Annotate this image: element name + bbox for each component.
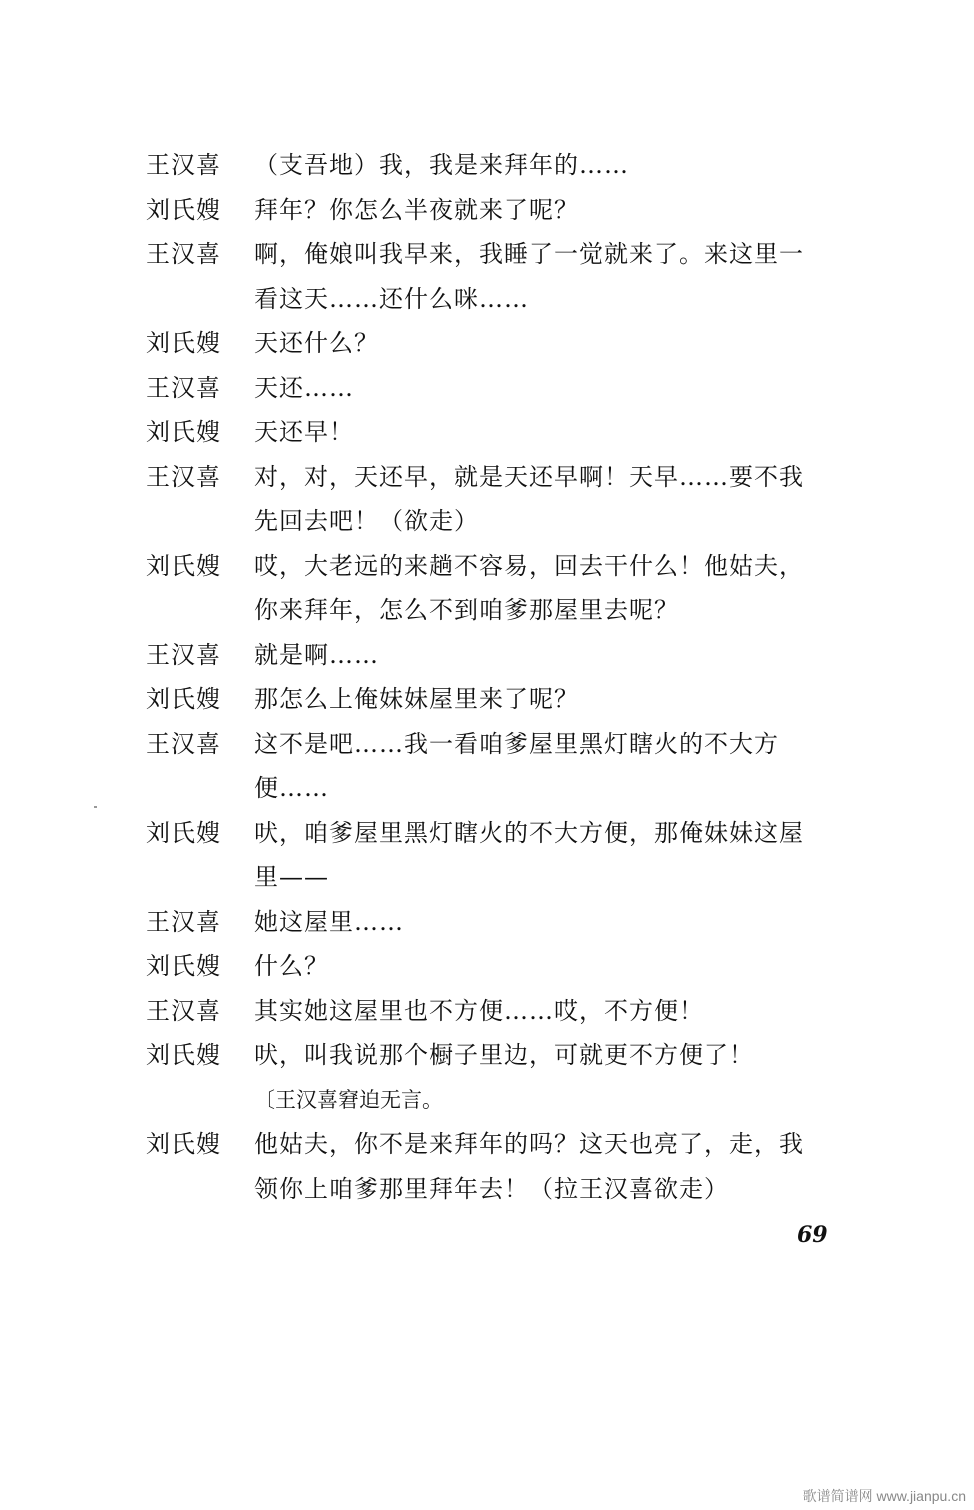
dialogue-line: 拜年？你怎么半夜就来了呢？ [254,195,579,224]
speaker-name: 刘氏嫂 [146,1130,221,1158]
dialogue-text [254,321,866,366]
dialogue-entry [146,944,866,989]
dialogue-line: （支吾地）我，我是来拜年的…… [254,151,629,179]
speaker-name: 王汉喜 [146,151,221,179]
dialogue-line: 就是啊…… [254,640,379,669]
dialogue-line: 先回去吧！（欲走） [254,507,479,535]
dialogue-text [254,232,866,321]
dialogue-line: 什么？ [254,952,329,980]
dialogue-text [254,1033,866,1078]
dialogue-entry [146,900,866,945]
dialogue-line: 啊，俺娘叫我早来，我睡了一觉就来了。来这里一 [254,240,804,268]
dialogue-line: 你来拜年，怎么不到咱爹那屋里去呢？ [254,596,679,624]
dialogue-entry [146,232,866,321]
speaker-name: 王汉喜 [146,373,221,402]
speaker-name: 王汉喜 [146,729,221,758]
dialogue-line: 便…… [254,774,329,802]
dialogue-text [254,410,866,455]
dialogue-text [254,544,866,633]
dialogue-entry [146,633,866,678]
dialogue-entry [146,410,866,455]
dialogue-entry [146,188,866,233]
speaker-name: 刘氏嫂 [146,551,221,580]
dialogue-line: 哎，大老远的来趟不容易，回去干什么！他姑夫， [254,551,804,580]
dialogue-entry [146,143,866,188]
dialogue-entry [146,1122,866,1211]
dialogue-line: 吠，叫我说那个橱子里边，可就更不方便了！ [254,1041,754,1069]
watermark: 歌谱简谱网 www.jianpu.cn [802,1488,966,1504]
dialogue-text [254,188,866,233]
stage-direction: 〔王汉喜窘迫无言。 [254,1087,443,1112]
speaker-name: 刘氏嫂 [146,418,221,446]
speaker-name: 王汉喜 [146,640,221,669]
dialogue-text [254,677,866,722]
dialogue-text [254,944,866,989]
dialogue-line: 天还早！ [254,418,354,446]
script-dialogue [146,143,866,1211]
dialogue-text [254,811,866,900]
dialogue-text [254,989,866,1034]
dialogue-line: 天还…… [254,373,354,402]
page-number: 69 [797,1222,828,1248]
dialogue-text [254,722,866,811]
dialogue-text [254,1122,866,1211]
speaker-name: 刘氏嫂 [146,818,221,847]
dialogue-line: 那怎么上俺妹妹屋里来了呢？ [254,685,579,713]
dialogue-line: 天还什么？ [254,329,379,357]
speaker-name: 刘氏嫂 [146,685,221,713]
speaker-name: 王汉喜 [146,996,221,1025]
dialogue-line: 其实她这屋里也不方便……哎，不方便！ [254,996,704,1025]
dialogue-entry [146,544,866,633]
dialogue-line: 对，对，天还早，就是天还早啊！天早……要不我 [254,462,804,491]
dialogue-entry [146,455,866,544]
dialogue-line: 她这屋里…… [254,907,404,936]
speaker-name: 刘氏嫂 [146,952,221,980]
speaker-name: 王汉喜 [146,240,221,268]
dialogue-text [254,633,866,678]
dialogue-line: 里—— [254,863,329,891]
dialogue-line: 看这天……还什么咪…… [254,284,529,313]
speaker-name: 刘氏嫂 [146,1041,221,1069]
dialogue-entry [146,989,866,1034]
speaker-name: 刘氏嫂 [146,195,221,224]
speaker-name: 王汉喜 [146,907,221,936]
speaker-name: 刘氏嫂 [146,329,221,357]
dialogue-entry [146,722,866,811]
speaker-name: 王汉喜 [146,462,221,491]
dialogue-entry [146,677,866,722]
dialogue-line: 领你上咱爹那里拜年去！（拉王汉喜欲走） [254,1174,729,1203]
dialogue-entry [146,811,866,900]
dialogue-line: 吠，咱爹屋里黑灯瞎火的不大方便，那俺妹妹这屋 [254,818,804,847]
dialogue-entry [146,1033,866,1078]
dialogue-line: 他姑夫，你不是来拜年的吗？这天也亮了，走，我 [254,1130,804,1158]
dialogue-entry [146,321,866,366]
dialogue-text [254,143,866,188]
dialogue-text [254,455,866,544]
dialogue-entry [146,366,866,411]
dialogue-text [254,366,866,411]
dialogue-line: 这不是吧……我一看咱爹屋里黑灯瞎火的不大方 [254,729,779,758]
dialogue-text [254,900,866,945]
scan-speck [94,806,97,808]
